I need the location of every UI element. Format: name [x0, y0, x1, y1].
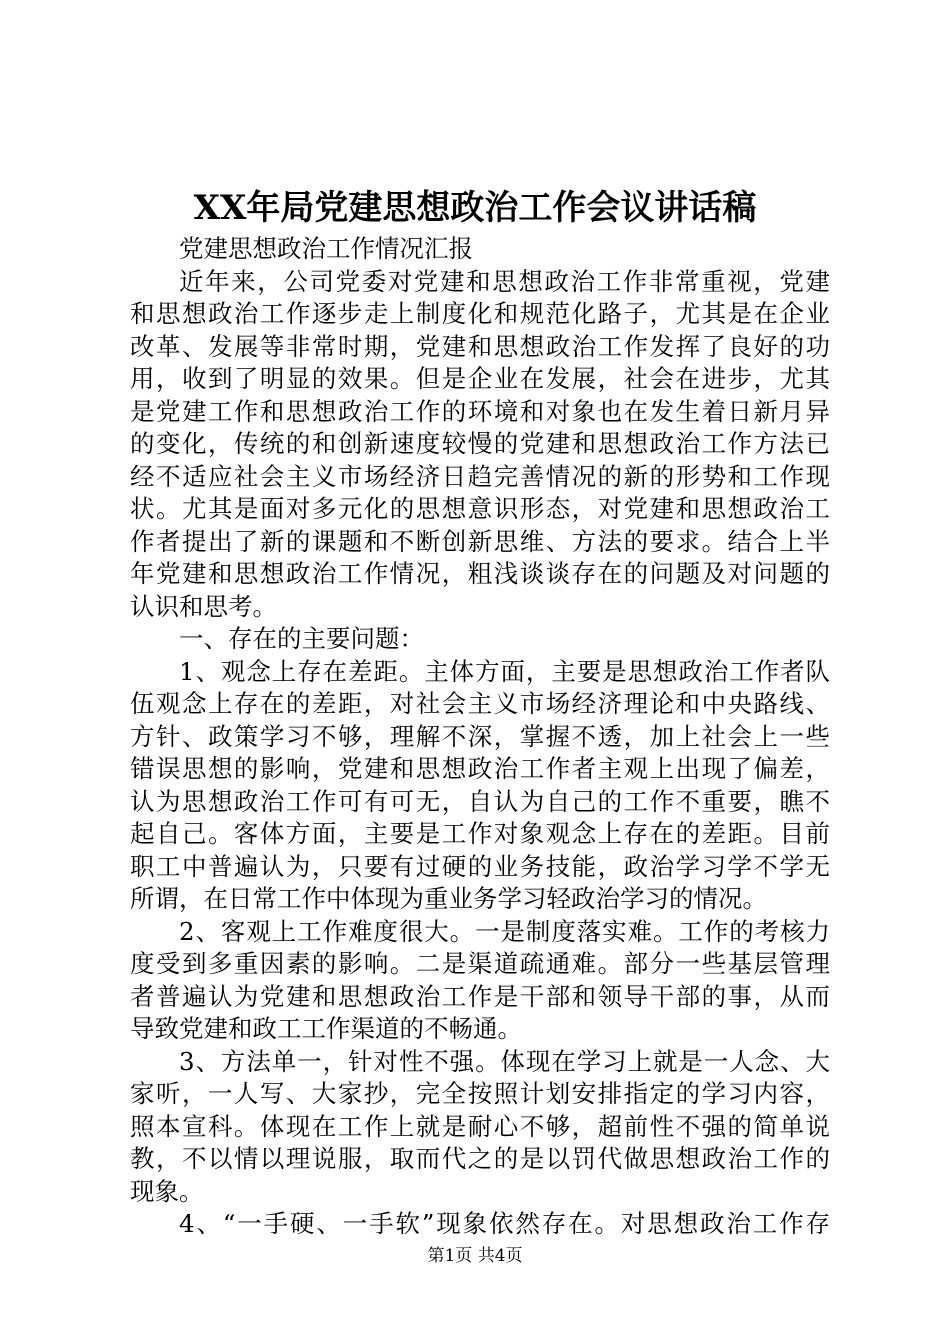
text-line: 现象。 — [130, 1176, 204, 1206]
text-line: 的变化，传统的和创新速度较慢的党建和思想政治工作方法已 — [130, 429, 830, 458]
text-line: 和思想政治工作逐步走上制度化和规范化路子，尤其是在企业 — [130, 299, 830, 328]
document-body — [130, 233, 830, 1241]
text-line: 错误思想的影响，党建和思想政治工作者主观上出现了偏差， — [130, 754, 830, 783]
text-line: 教，不以情以理说服，取而代之的是以罚代做思想政治工作的 — [130, 1144, 830, 1173]
text-line: 党建思想政治工作情况汇报 — [179, 234, 473, 263]
text-line: 所谓，在日常工作中体现为重业务学习轻政治学习的情况。 — [130, 884, 767, 913]
text-line: 认为思想政治工作可有可无，自认为自己的工作不重要，瞧不 — [130, 786, 830, 816]
text-line: 是党建工作和思想政治工作的环境和对象也在发生着日新月异 — [130, 396, 830, 426]
text-line: 经不适应社会主义市场经济日趋完善情况的新的形势和工作现 — [130, 461, 830, 491]
text-line: 状。尤其是面对多元化的思想意识形态，对党建和思想政治工 — [130, 494, 830, 523]
text-line: 认识和思考。 — [130, 591, 277, 621]
text-line: 导致党建和政工工作渠道的不畅通。 — [130, 1014, 522, 1043]
text-line: 近年来，公司党委对党建和思想政治工作非常重视，党建 — [179, 266, 830, 296]
text-line: 家听，一人写、大家抄，完全按照计划安排指定的学习内容， — [130, 1079, 830, 1108]
text-line: 方针、政策学习不够，理解不深，掌握不透，加上社会上一些 — [130, 721, 830, 751]
text-line: 1、观念上存在差距。主体方面，主要是思想政治工作者队 — [179, 656, 830, 686]
text-line: 者普遍认为党建和思想政治工作是干部和领导干部的事，从而 — [130, 981, 830, 1011]
text-line: 4、“一手硬、一手软”现象依然存在。对思想政治工作存 — [179, 1209, 830, 1238]
text-line: 改革、发展等非常时期，党建和思想政治工作发挥了良好的功 — [130, 331, 830, 361]
text-line: 度受到多重因素的影响。二是渠道疏通难。部分一些基层管理 — [130, 949, 830, 978]
text-line: 作者提出了新的课题和不断创新思维、方法的要求。结合上半 — [130, 526, 830, 556]
text-line: 3、方法单一，针对性不强。体现在学习上就是一人念、大 — [179, 1046, 830, 1076]
text-line: 照本宣科。体现在工作上就是耐心不够，超前性不强的简单说 — [130, 1111, 830, 1141]
text-line: 用，收到了明显的效果。但是企业在发展，社会在进步，尤其 — [130, 364, 830, 393]
page-footer: 第1页 共4页 — [427, 1246, 523, 1266]
text-line: 伍观念上存在的差距，对社会主义市场经济理论和中央路线、 — [130, 689, 830, 718]
text-line: 起自己。客体方面，主要是工作对象观念上存在的差距。目前 — [130, 819, 830, 848]
text-line: 职工中普遍认为，只要有过硬的业务技能，政治学习学不学无 — [130, 851, 830, 881]
text-line: 一、存在的主要问题： — [179, 624, 424, 653]
text-line: 2、客观上工作难度很大。一是制度落实难。工作的考核力 — [179, 916, 830, 946]
document-title: XX年局党建思想政治工作会议讲话稿 — [193, 188, 757, 228]
text-line: 年党建和思想政治工作情况，粗浅谈谈存在的问题及对问题的 — [130, 559, 830, 588]
